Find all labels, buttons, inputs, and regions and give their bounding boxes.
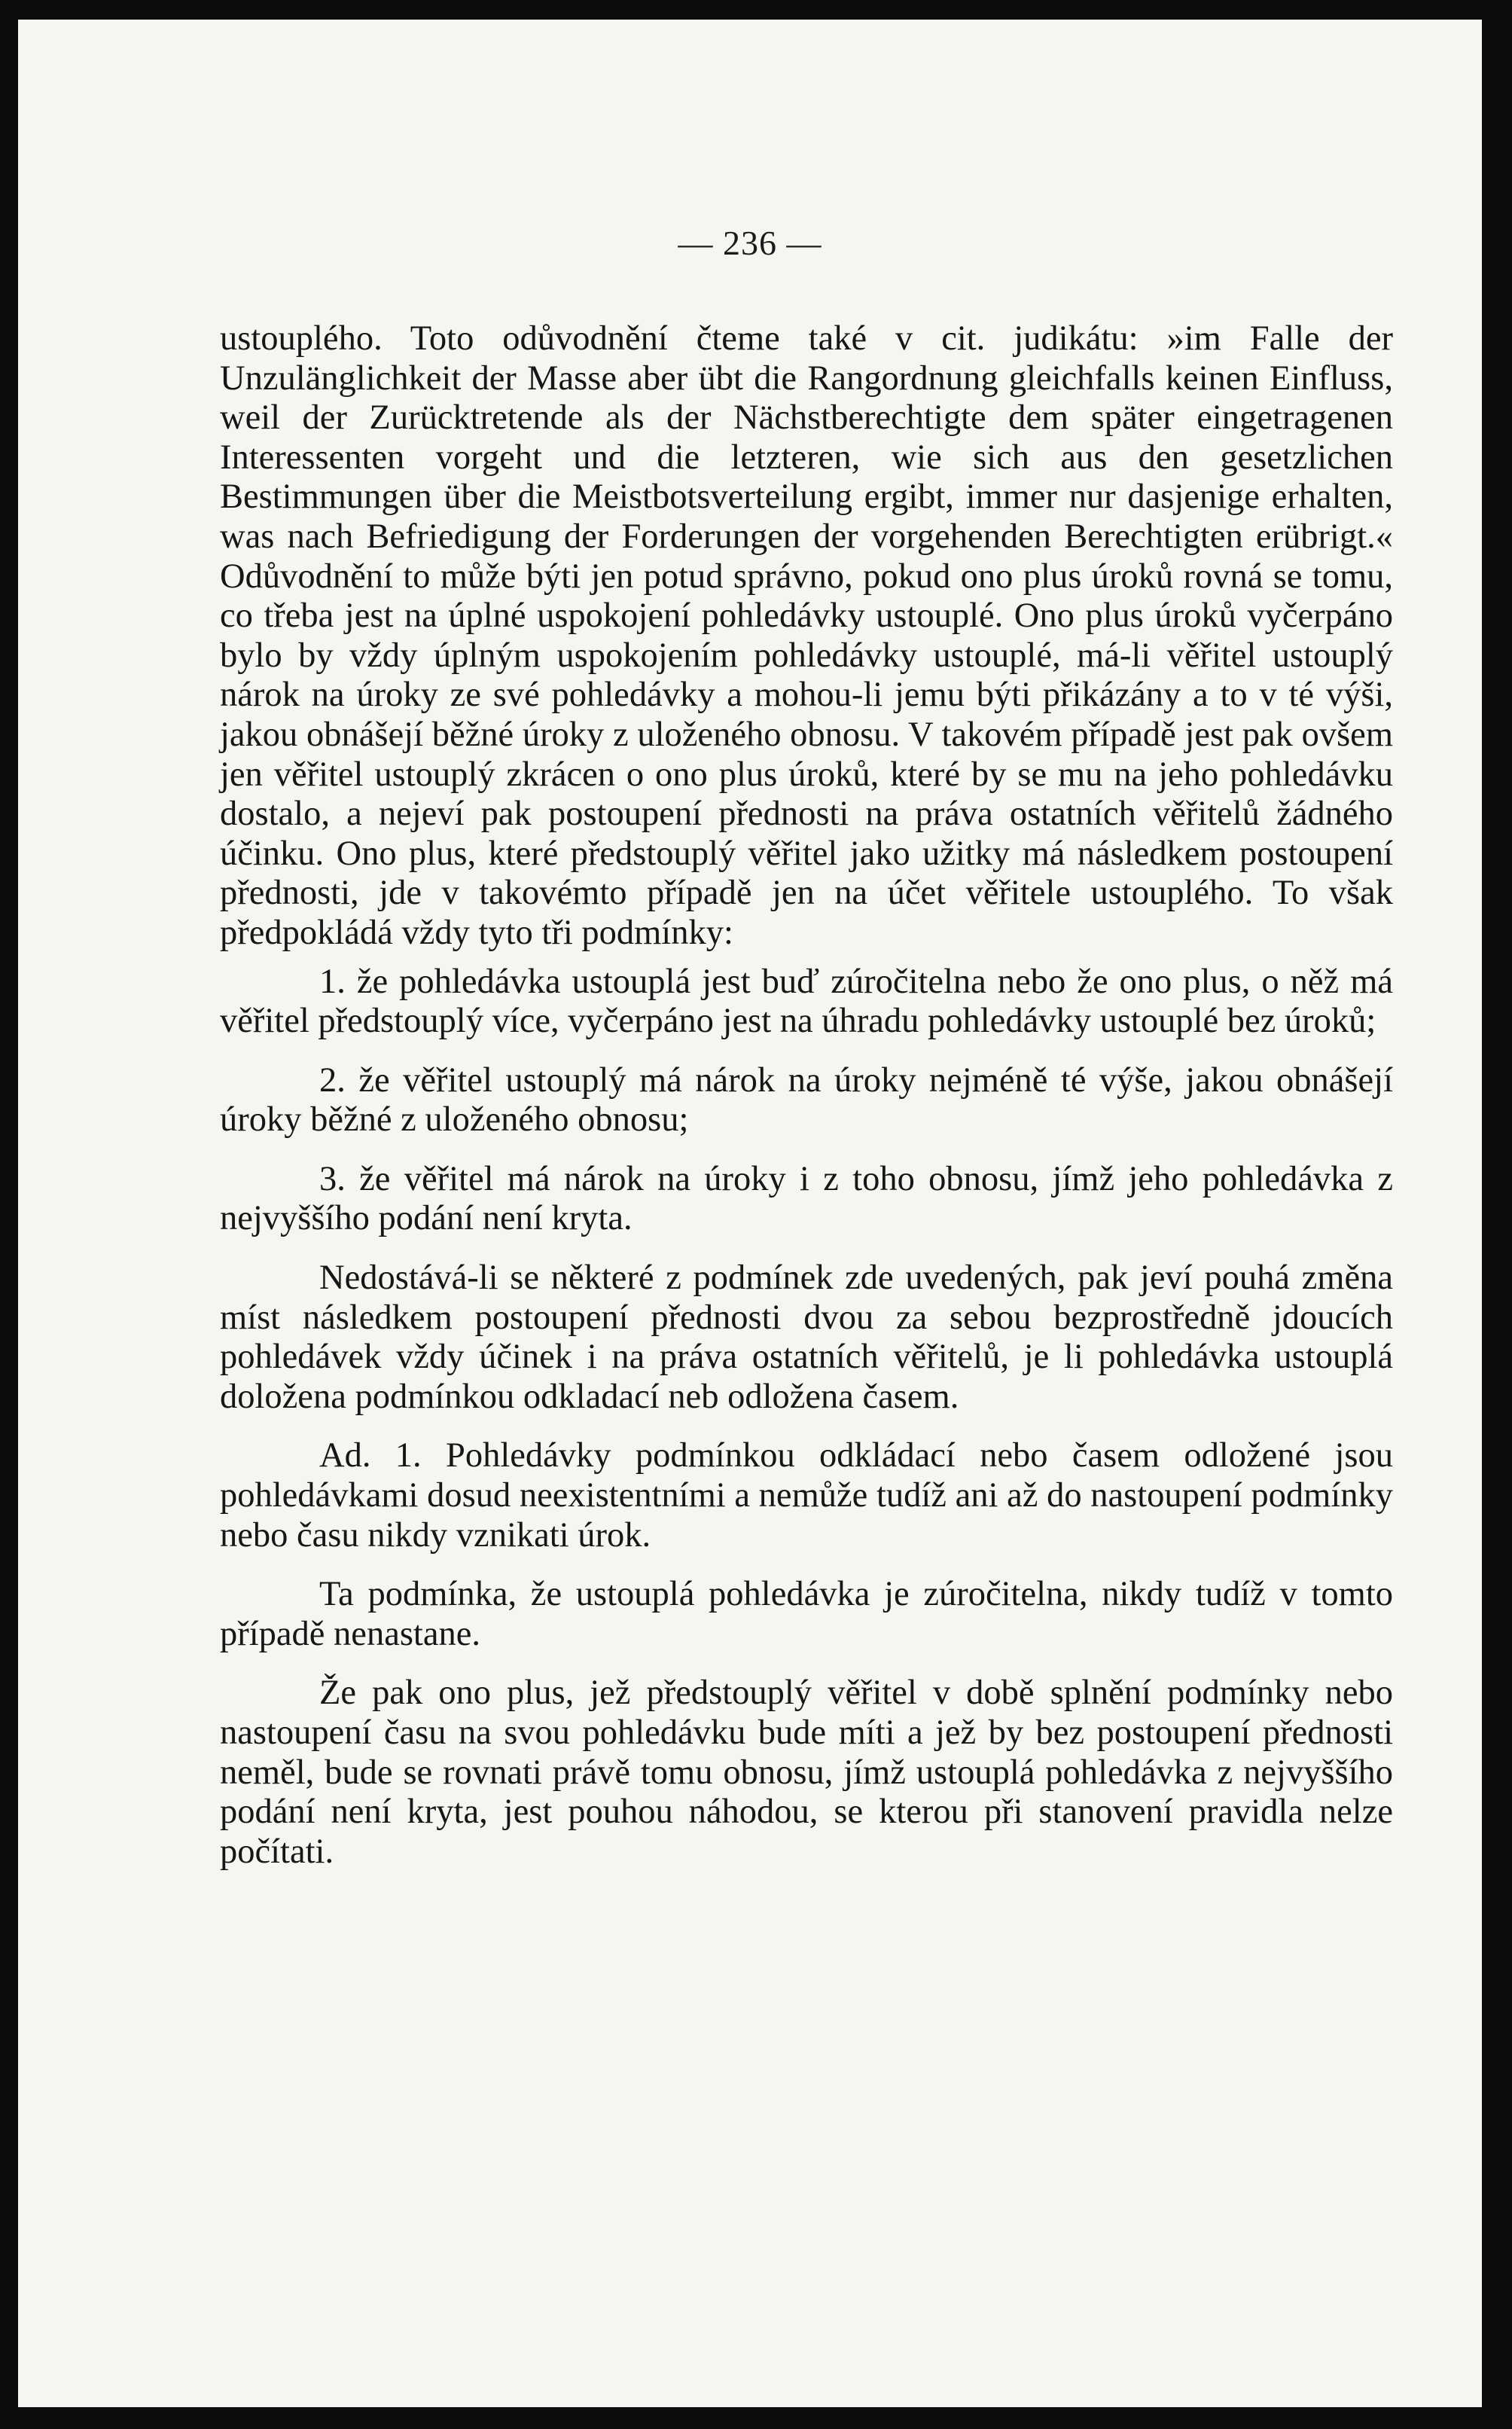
page-number: — 236 — bbox=[678, 224, 822, 262]
condition-1: 1. že pohledávka ustouplá jest buď zúročitelna nebo že ono plus, o něž má věřitel předstouplý více, vyčerpáno jest na úhradu pohledávky ustouplé bez úroků; bbox=[220, 962, 1393, 1041]
paragraph-coincidence: Že pak ono plus, jež předstouplý věřitel v době splnění podmínky nebo nastoupení času na svou pohledávku bude míti a jež by bez postoupení přednosti neměl, bude se rovnati právě tomu obnosu, jímž ustouplá pohledávka z nejvyššího podání není kryta, jest pouhou náhodou, se kterou při stanovení pravidla nelze počítati. bbox=[220, 1674, 1393, 1871]
paragraph-ad-1: Ad. 1. Pohledávky podmínkou odkládací nebo časem odložené jsou pohledávkami dosud neexistentními a nemůže tudíž ani až do nastoupení podmínky nebo času nikdy vznikati úrok. bbox=[220, 1436, 1393, 1555]
paragraph-continuation: ustouplého. Toto odůvodnění čteme také v cit. judikátu: »im Falle der Unzulänglichkeit der Masse aber übt die Rangordnung gleichfalls keinen Einfluss, weil der Zurücktretende als der Nächstberechtigte dem später eingetragenen Interessenten vorgeht und die letzteren, wie sich aus den gesetzlichen Bestimmungen über die Meistbotsverteilung ergibt, immer nur dasjenige erhalten, was nach Befriedigung der Forderungen der vorgehenden Berechtigten erübrigt.« Odůvodnění to může býti jen potud správno, pokud ono plus úroků rovná se tomu, co třeba jest na úplné uspokojení pohledávky ustouplé. Ono plus úroků vyčerpáno bylo by vždy úplným uspokojením pohledávky ustouplé, má-li věřitel ustouplý nárok na úroky ze své pohledávky a mohou-li jemu býti přikázány a to v té výši, jakou obnášejí běžné úroky z uloženého obnosu. V takovém případě jest pak ovšem jen věřitel ustouplý zkrácen o ono plus úroků, které by se mu na jeho pohledávku dostalo, a nejeví pak postoupení přednosti na práva ostatních věřitelů žádného účinku. Ono plus, které předstouplý věřitel jako užitky má následkem postoupení přednosti, jde v takovémto případě jen na účet věřitele ustouplého. To však předpokládá vždy tyto tři podmínky: bbox=[220, 319, 1393, 952]
book-page bbox=[18, 20, 1482, 2407]
paragraph-condition-never: Ta podmínka, že ustouplá pohledávka je zúročitelna, nikdy tudíž v tomto případě nenastane. bbox=[220, 1575, 1393, 1653]
condition-3: 3. že věřitel má nárok na úroky i z toho obnosu, jímž jeho pohledávka z nejvyššího podání není kryta. bbox=[220, 1159, 1393, 1238]
condition-2: 2. že věřitel ustouplý má nárok na úroky nejméně té výše, jakou obnášejí úroky běžné z uloženého obnosu; bbox=[220, 1060, 1393, 1140]
page-body bbox=[220, 319, 1393, 1872]
paragraph-missing-conditions: Nedostává-li se některé z podmínek zde uvedených, pak jeví pouhá změna míst následkem postoupení přednosti dvou za sebou bezprostředně jdoucích pohledávek vždy účinek i na práva ostatních věřitelů, je li pohledávka ustouplá doložena podmínkou odkladací neb odložena časem. bbox=[220, 1259, 1393, 1416]
